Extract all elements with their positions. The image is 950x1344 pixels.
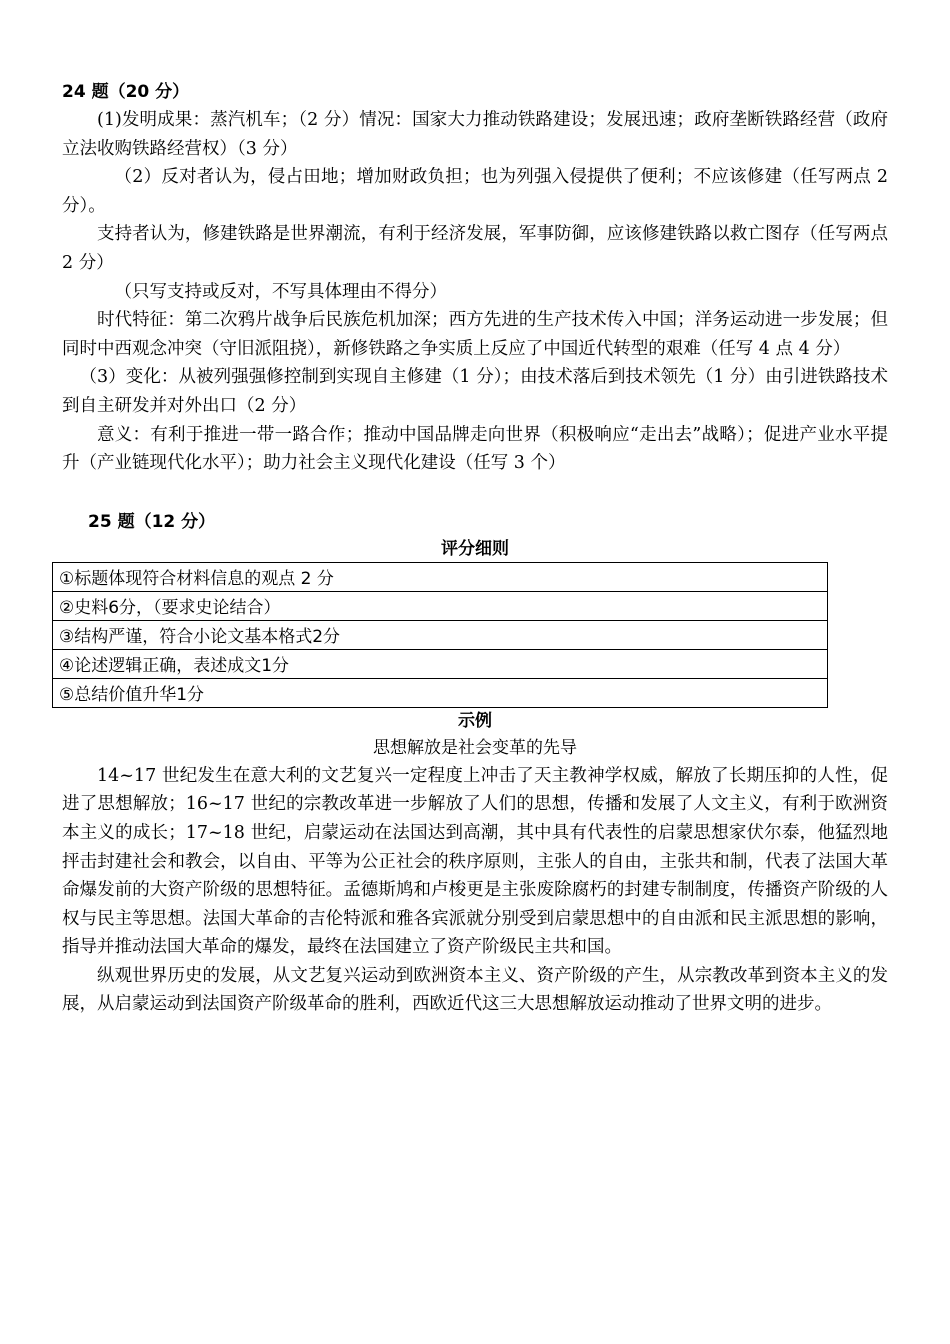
example-label: 示例 — [458, 710, 492, 731]
rubric-row — [53, 678, 828, 707]
q24-part2-opponents: （2）反对者认为，侵占田地；增加财政负担；也为列强入侵提供了便利；不应该修建（任写两点 2 分）。 — [62, 167, 888, 216]
q24-part2-supporters: 支持者认为，修建铁路是世界潮流，有利于经济发展，军事防御，应该修建铁路以救亡图存（任写两点 2 分） — [62, 224, 888, 273]
rubric-cell: ③结构严谨，符合小论文基本格式2分 — [53, 620, 828, 649]
rubric-row — [53, 591, 828, 620]
q24-part3-significance: 意义：有利于推进一带一路合作；推动中国品牌走向世界（积极响应“走出去”战略）；促进产业水平提升（产业链现代化水平）；助力社会主义现代化建设（任写 3 个） — [62, 424, 888, 474]
rubric-cell: ④论述逻辑正确，表述成文1分 — [53, 649, 828, 678]
rubric-row — [53, 620, 828, 649]
document-page — [59, 78, 888, 1019]
rubric-cell: ②史料6分，（要求史论结合） — [53, 591, 828, 620]
essay-paragraph: 纵观世界历史的发展，从文艺复兴运动到欧洲资本主义、资产阶级的产生，从宗教改革到资本主义的发展，从启蒙运动到法国资产阶级革命的胜利，西欧近代这三大思想解放运动推动了世界文明的进步。 — [62, 965, 888, 1015]
q24-part2-era-features: 时代特征：第二次鸦片战争后民族危机加深；西方先进的生产技术传入中国；洋务运动进一步发展；但同时中西观念冲突（守旧派阻挠），新修铁路之争实质上反应了中国近代转型的艰难（任写 4 点 4 分） — [62, 310, 888, 359]
rubric-cell: ⑤总结价值升华1分 — [53, 678, 828, 707]
rubric-table — [52, 562, 828, 708]
q24-part1-answer: (1)发明成果：蒸汽机车；（2 分）情况：国家大力推动铁路建设；发展迅速；政府垄断铁路经营（政府立法收购铁路经营权）（3 分） — [62, 110, 888, 159]
q24-part3-changes: （3）变化：从被列强强修控制到实现自主修建（1 分）；由技术落后到技术领先（1 分）由引进铁路技术到自主研发并对外出口（2 分） — [62, 367, 888, 416]
question-24-heading: 24 题（20 分） — [62, 82, 190, 102]
essay-paragraph: 14~17 世纪发生在意大利的文艺复兴一定程度上冲击了天主教神学权威，解放了长期压抑的人性，促进了思想解放；16~17 世纪的宗教改革进一步解放了人们的思想，传播和发展了人文主义，有利于欧洲资本主义的成长；17~18 世纪，启蒙运动在法国达到高潮，其中具有代表性的启蒙思想家伏尔泰，他猛烈地抨击封建社会和教会，以自由、平等为公正社会的秩序原则，主张人的自由，主张共和制，代表了法国大革命爆发前的大资产阶级的思想特征。孟德斯鸠和卢梭更是主张废除腐朽的封建专制制度，传播资产阶级的人权与民主等思想。法国大革命的吉伦特派和雅各宾派就分别受到启蒙思想中的自由派和民主派思想的影响，指导并推动法国大革命的爆发，最终在法国建立了资产阶级民主共和国。 — [62, 765, 888, 958]
section-gap — [62, 478, 888, 508]
example-essay — [62, 762, 888, 1019]
rubric-cell: ①标题体现符合材料信息的观点 2 分 — [53, 562, 828, 591]
q24-part2-note: （只写支持或反对，不写具体理由不得分） — [114, 281, 447, 302]
rubric-row — [53, 562, 828, 591]
question-25-heading: 25 题（12 分） — [88, 511, 216, 532]
rubric-row — [53, 649, 828, 678]
rubric-title: 评分细则 — [441, 538, 509, 559]
essay-title: 思想解放是社会变革的先导 — [373, 737, 577, 758]
